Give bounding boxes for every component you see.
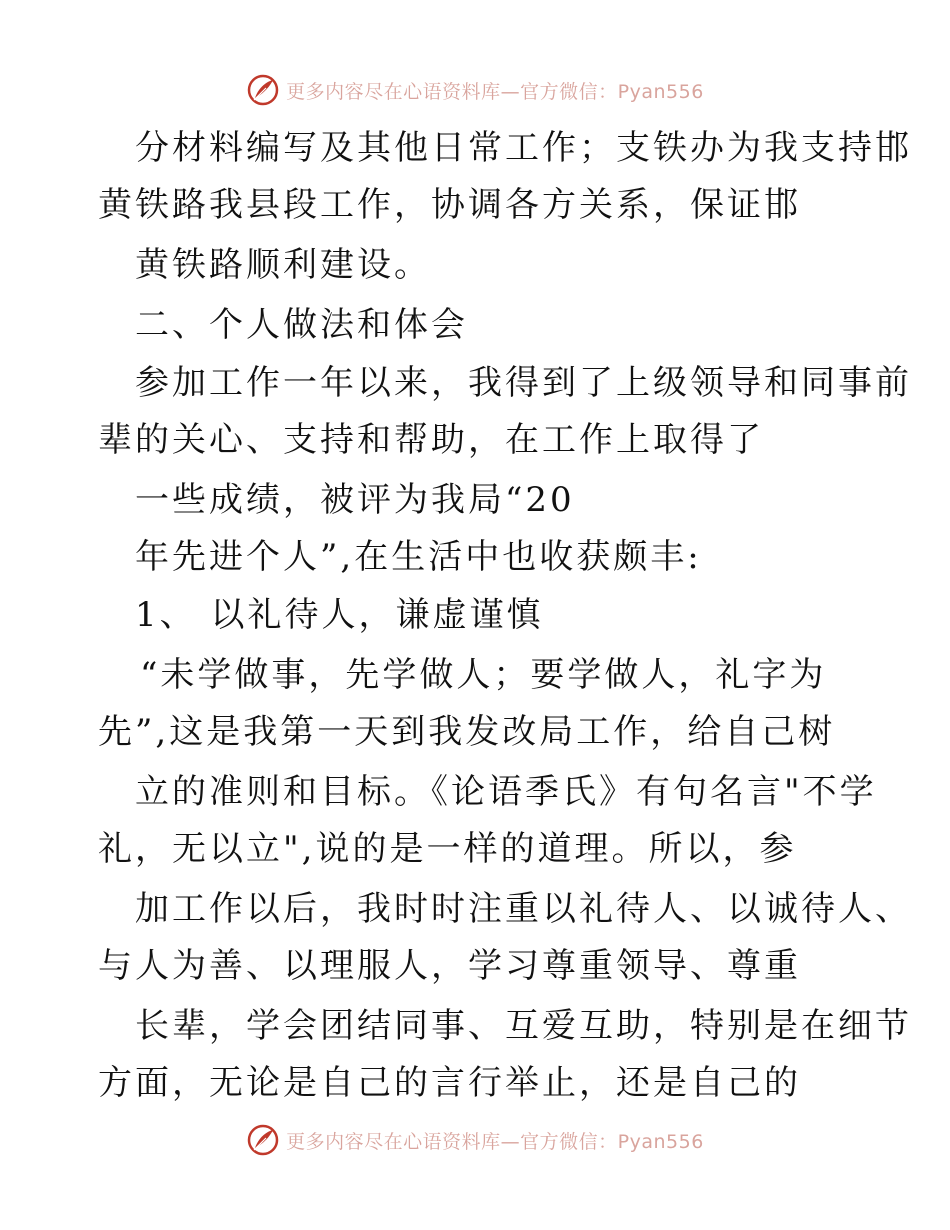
footer-watermark <box>0 1120 950 1160</box>
text-line: 黄铁路我县段工作，协调各方关系，保证邯 <box>98 185 801 225</box>
text-line: 礼，无以立",说的是一样的道理。所以，参 <box>98 829 797 869</box>
text-line: 加工作以后，我时时注重以礼待人、以诚待人、 <box>135 889 912 929</box>
text-line: “未学做事，先学做人；要学做人，礼字为 <box>140 655 827 695</box>
subsection-heading: 1、 以礼待人，谦虚谨慎 <box>135 595 544 635</box>
section-heading: 二、个人做法和体会 <box>135 305 468 345</box>
feather-logo-icon <box>246 1123 280 1157</box>
feather-logo-icon <box>246 73 280 107</box>
text-line: 分材料编写及其他日常工作；支铁办为我支持邯 <box>135 128 912 168</box>
text-line: 方面，无论是自己的言行举止，还是自己的 <box>98 1063 801 1103</box>
text-line: 与人为善、以理服人，学习尊重领导、尊重 <box>98 946 801 986</box>
watermark-text: 更多内容尽在心语资料库—官方微信：Pyan556 <box>286 80 704 103</box>
text-line: 参加工作一年以来，我得到了上级领导和同事前 <box>135 363 912 403</box>
text-line: 年先进个人”,在生活中也收获颇丰: <box>135 537 702 577</box>
text-line: 一些成绩，被评为我局“20 <box>135 480 575 520</box>
header-watermark <box>0 70 950 110</box>
text-line: 黄铁路顺利建设。 <box>135 245 431 285</box>
text-line: 辈的关心、支持和帮助，在工作上取得了 <box>98 420 764 460</box>
text-line: 先”,这是我第一天到我发改局工作，给自己树 <box>98 712 836 752</box>
text-line: 立的准则和目标。《论语季氏》有句名言"不学 <box>135 772 877 812</box>
watermark-text: 更多内容尽在心语资料库—官方微信：Pyan556 <box>286 1130 704 1153</box>
text-line: 长辈，学会团结同事、互爱互助，特别是在细节 <box>135 1006 912 1046</box>
